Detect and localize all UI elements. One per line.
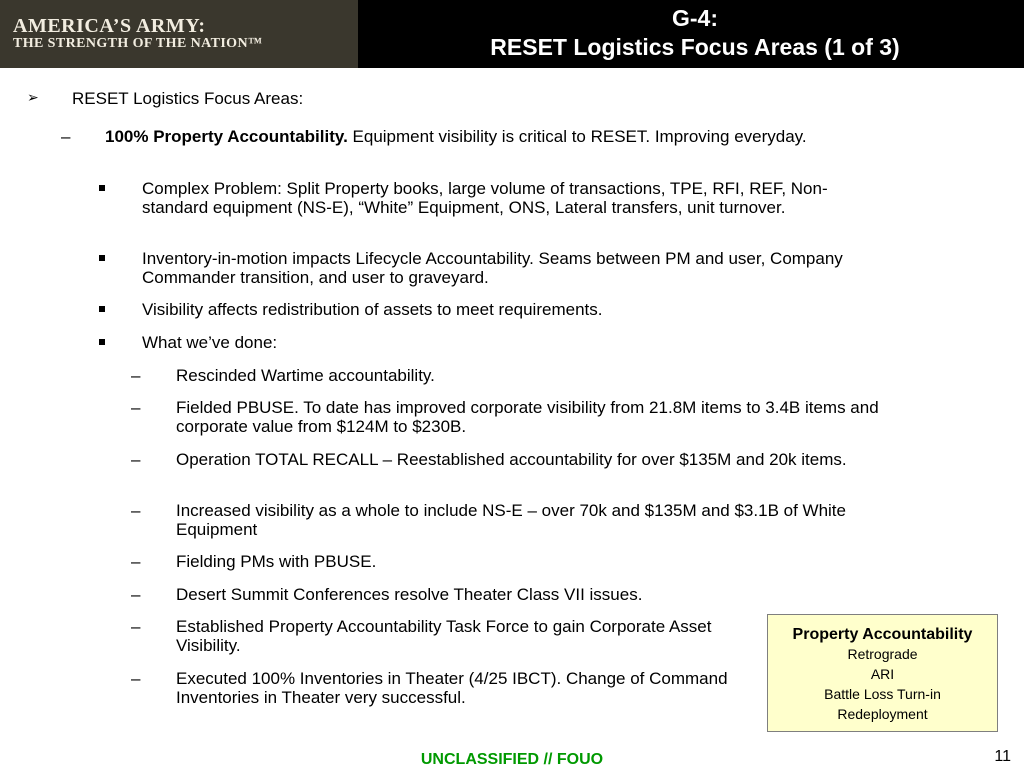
logo-line-1: AMERICA’S ARMY:: [13, 15, 206, 37]
level2-bold-text: 100% Property Accountability.: [105, 127, 348, 146]
dash-marker: –: [131, 552, 141, 571]
dash-text: Operation TOTAL RECALL – Reestablished accountability for over $135M and 20k items.: [176, 450, 847, 469]
level2-text: [105, 127, 865, 146]
dash-text: Increased visibility as a whole to include NS-E – over 70k and $135M and $3.1B of White Equipment: [176, 501, 846, 539]
dash-marker: –: [131, 398, 141, 417]
classification-label: UNCLASSIFIED // FOUO: [420, 751, 604, 768]
dash-marker: –: [131, 669, 141, 688]
callout-item: Retrograde: [847, 646, 918, 662]
level1-text: RESET Logistics Focus Areas:: [72, 89, 304, 108]
dash-text: Established Property Accountability Task Force to gain Corporate Asset Visibility.: [176, 617, 712, 655]
bullet-text: What we’ve done:: [142, 333, 278, 352]
dash-marker: –: [131, 501, 141, 520]
dash-text: Executed 100% Inventories in Theater (4/25 IBCT). Change of Command Inventories in Theater very successful.: [176, 669, 728, 707]
dash-text: Desert Summit Conferences resolve Theater Class VII issues.: [176, 585, 643, 604]
dash-text: Fielded PBUSE. To date has improved corporate visibility from 21.8M items to 3.4B items and corporate value from $124M to $230B.: [176, 398, 879, 436]
dash-text: Rescinded Wartime accountability.: [176, 366, 435, 385]
callout-item: ARI: [870, 666, 895, 682]
square-bullet-icon: [99, 255, 105, 261]
level2-rest-text: Equipment visibility is critical to RESET. Improving everyday.: [347, 127, 807, 146]
callout-item: Battle Loss Turn-in: [824, 686, 941, 702]
dash-marker: –: [61, 127, 71, 146]
arrow-bullet-icon: ➢: [27, 90, 39, 106]
callout-title: Property Accountability: [792, 626, 973, 643]
callout-item: Redeployment: [837, 706, 928, 722]
dash-marker: –: [131, 585, 141, 604]
dash-marker: –: [131, 366, 141, 385]
square-bullet-icon: [99, 339, 105, 345]
logo-line-2: THE STRENGTH OF THE NATION™: [13, 36, 263, 51]
dash-text: Fielding PMs with PBUSE.: [176, 552, 377, 571]
bullet-text: Complex Problem: Split Property books, large volume of transactions, TPE, RFI, REF, Non-standard equipment (NS-E), “White” Equipment, ONS, Lateral transfers, unit turnover.: [142, 179, 828, 217]
square-bullet-icon: [99, 185, 105, 191]
bullet-text: Inventory-in-motion impacts Lifecycle Accountability. Seams between PM and user, Company Commander transition, and user to graveyard.: [142, 249, 843, 287]
title-line-1: G-4:: [672, 5, 718, 31]
dash-marker: –: [131, 450, 141, 469]
page-number: 11: [994, 748, 1011, 765]
bullet-text: Visibility affects redistribution of assets to meet requirements.: [142, 300, 603, 319]
dash-marker: –: [131, 617, 141, 636]
property-accountability-callout: [767, 614, 998, 732]
square-bullet-icon: [99, 306, 105, 312]
title-line-2: RESET Logistics Focus Areas (1 of 3): [490, 34, 900, 60]
